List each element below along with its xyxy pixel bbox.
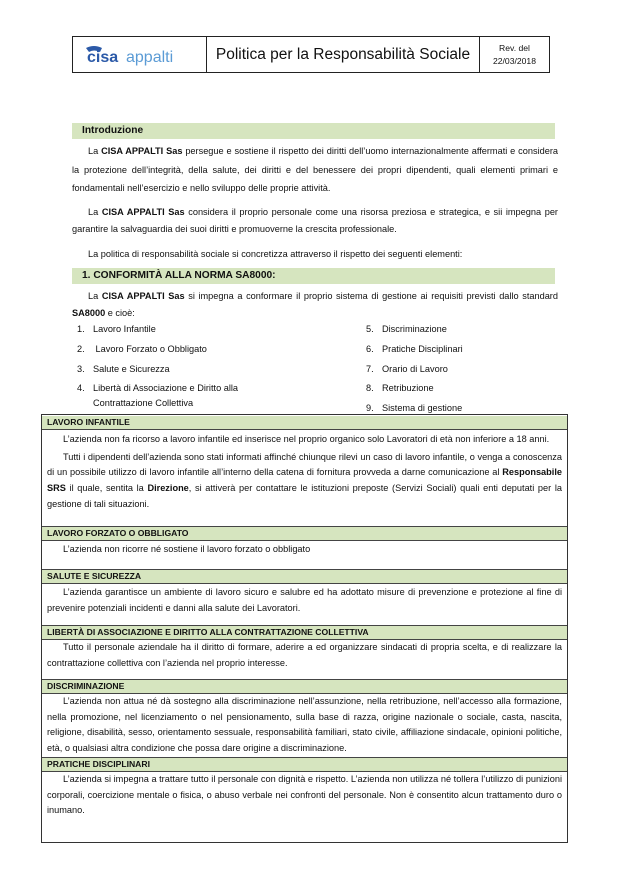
intro-p1-text: persegue e sostiene il rispetto dei diritti dell’uomo internazionalmente affermati e considera la protezione dell’integrità, della salute, dei diritti e del benessere dei propri dipendenti, quali elementi primari e fondamentali nell’esercizio e nello sviluppo delle proprie attività. [72, 146, 558, 193]
intro-p2-text: considera il proprio personale come una risorsa preziosa e strategica, e sii impegna per garantire la salvaguardia dei suoi diritti e promuoverne la crescita professionale. [72, 207, 558, 234]
section-paragraph: L’azienda non ricorre né sostiene il lavoro forzato o obbligato [63, 544, 311, 554]
document-header [72, 36, 550, 73]
list-item: 8. Retribuzione [366, 383, 434, 393]
section-title: LAVORO FORZATO O OBBLIGATO [47, 528, 189, 538]
section-body-lavoro-forzato [47, 542, 562, 558]
section-paragraph: Tutto il personale aziendale ha il diritto di formare, aderire a ed organizzare sindacati di propria scelta, e di realizzare la contrattazione collettiva con l’azienda nel proprio interesse. [47, 642, 562, 668]
sa8000-heading-bar [72, 268, 555, 284]
section-paragraph: Tutti i dipendenti dell’azienda sono stati informati affinché chiunque rilevi un caso di lavoro infantile, o venga a conoscenza di un possibile utilizzo di lavoro infantile all’interno della catena di fornitura provveda a darne comunicazione al Responsabile SRS il quale, sentita la Direzione, si attiverà per contattare le istituzioni preposte (Servizi Sociali) quali enti deputati per la gestione di tali situazioni. [47, 451, 562, 509]
section-header-discriminazione [42, 679, 567, 694]
list-item: 1. Lavoro Infantile [77, 324, 156, 334]
section-paragraph: L’azienda garantisce un ambiente di lavoro sicuro e salubre ed ha adottato misure di prevenzione e protezione al fine di prevenire potenziali incidenti e danni alla salute dei Lavoratori. [47, 587, 562, 613]
intro-p2-company: CISA APPALTI Sas [101, 207, 185, 217]
section-title: SALUTE E SICUREZZA [47, 571, 142, 581]
document-title: Politica per la Responsabilità Sociale [207, 37, 480, 72]
sa8000-heading: 1. CONFORMITÀ ALLA NORMA SA8000: [82, 270, 276, 281]
logo-text-light: appalti [125, 48, 173, 66]
intro-paragraph-1 [72, 142, 558, 198]
logo-text-bold: cisa [86, 48, 118, 66]
section-paragraph: L’azienda non fa ricorso a lavoro infantile ed inserisce nel proprio organico solo Lavoratori di età non inferiore a 18 anni. [63, 434, 550, 444]
intro-heading: Introduzione [82, 125, 144, 136]
list-item: 5. Discriminazione [366, 324, 447, 334]
intro-heading-bar [72, 123, 555, 139]
section-header-lavoro-forzato [42, 526, 567, 541]
revision-box [480, 37, 549, 72]
intro-p2-lead: La [88, 207, 102, 217]
sa8000-p-end: e cioè: [105, 307, 135, 318]
intro-p1-company: CISA APPALTI Sas [101, 146, 183, 156]
section-title: DISCRIMINAZIONE [47, 681, 125, 691]
intro-paragraph-3: La politica di responsabilità sociale si concretizza attraverso il rispetto dei seguenti elementi: [88, 249, 463, 259]
intro-paragraph-2 [72, 204, 558, 238]
rev-label: Rev. del [499, 42, 530, 53]
list-item: 3. Salute e Sicurezza [77, 364, 170, 374]
section-paragraph: L’azienda si impegna a trattare tutto il personale con dignità e rispetto. L’azienda non utilizza né tollera l’utilizzo di punizioni corporali, coercizione mentale o fisica, o abuso verbale nei confronti del personale. Non è consentito alcun trattamento duro o inumano. [47, 774, 562, 816]
section-title: LIBERTÀ DI ASSOCIAZIONE E DIRITTO ALLA CONTRATTAZIONE COLLETTIVA [47, 627, 369, 637]
rev-date: 22/03/2018 [492, 55, 536, 66]
sa8000-p-mid: si impegna a conformare il proprio sistema di gestione ai requisiti previsti dallo standard [184, 291, 558, 301]
cisa-appalti-logo [84, 44, 196, 66]
company-logo [73, 37, 207, 72]
requirements-box [41, 414, 568, 843]
section-body-liberta-associazione [47, 640, 562, 671]
sa8000-p-company: CISA APPALTI Sas [101, 291, 185, 301]
list-item: 6. Pratiche Disciplinari [366, 344, 463, 354]
intro-p1-lead: La [88, 146, 102, 156]
section-header-lavoro-infantile [42, 416, 567, 430]
section-body-discriminazione [47, 694, 562, 757]
sa8000-paragraph [72, 288, 558, 321]
list-item: 7. Orario di Lavoro [366, 364, 448, 374]
section-body-lavoro-infantile [47, 432, 562, 513]
section-header-liberta-associazione [42, 625, 567, 640]
section-body-salute-sicurezza [47, 585, 562, 616]
sa8000-p-standard: SA8000 [72, 307, 106, 318]
section-header-pratiche-disciplinari [42, 757, 567, 772]
sa8000-p-lead: La [88, 291, 102, 301]
list-item: 9. Sistema di gestione [366, 403, 463, 413]
section-paragraph: L’azienda non attua né dà sostegno alla discriminazione nell’assunzione, nella retribuzione, nell’accesso alla formazione, nella promozione, nel licenziamento o nel pensionamento, sulla base di razza, origine nazionale o sociale, casta, nascita, religione, disabilità, sesso, orientamento sessuale, responsabilità familiari, stato civile, affiliazione sindacale, opinioni politiche, età, o qualsiasi altra condizione che possa dare origine a discriminazione. [47, 696, 562, 754]
list-item: 4. Libertà di Associazione e Diritto alla [77, 383, 239, 393]
list-item-continuation: Contrattazione Collettiva [93, 398, 194, 408]
section-title: PRATICHE DISCIPLINARI [47, 759, 150, 769]
section-header-salute-sicurezza [42, 569, 567, 584]
list-item: 2. Lavoro Forzato o Obbligato [77, 344, 207, 354]
section-title: LAVORO INFANTILE [47, 417, 130, 427]
section-body-pratiche-disciplinari [47, 772, 562, 819]
